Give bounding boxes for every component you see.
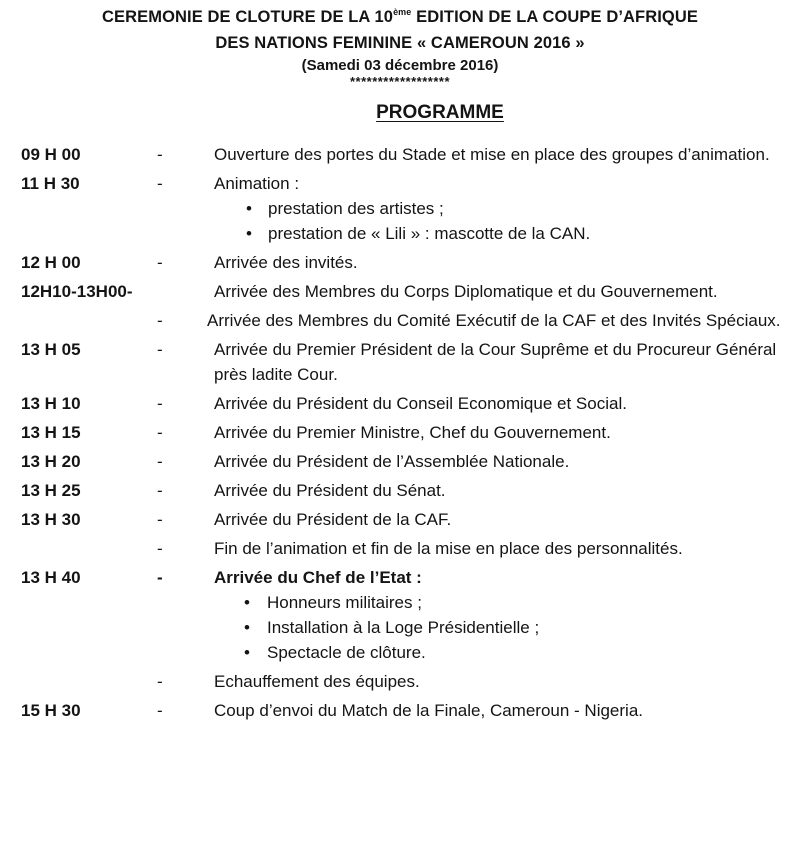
schedule-description: Ouverture des portes du Stade et mise en place des groupes d’animation. [214, 145, 770, 164]
schedule-description-text: Animation : [214, 174, 300, 193]
title-ordinal-superscript: ème [393, 7, 412, 17]
title-line-2: DES NATIONS FEMININE « CAMEROUN 2016 » [215, 34, 585, 52]
schedule-time: 12H10-13H00- [21, 282, 133, 301]
schedule-time: 13 H 10 [21, 394, 81, 413]
schedule-row [0, 308, 800, 337]
schedule-row [0, 507, 800, 536]
bullet-item: • Honneurs militaires ; [214, 590, 789, 615]
schedule-row [0, 420, 800, 449]
bullet-item: • Spectacle de clôture. [214, 640, 789, 665]
schedule-row [0, 391, 800, 420]
schedule-description: Arrivée du Président de la CAF. [214, 510, 452, 529]
schedule-description: Arrivée du Président du Sénat. [214, 481, 446, 500]
schedule-list [0, 142, 800, 727]
schedule-row [0, 478, 800, 507]
schedule-dash: - [157, 481, 163, 500]
schedule-row [0, 250, 800, 279]
schedule-row [0, 337, 800, 391]
schedule-row [0, 698, 800, 727]
schedule-row [0, 449, 800, 478]
schedule-row [0, 565, 800, 669]
programme-heading-text: PROGRAMME [376, 102, 504, 123]
schedule-dash: - [157, 311, 163, 330]
schedule-dash: - [157, 701, 163, 720]
schedule-dash: - [157, 340, 163, 359]
schedule-dash: - [157, 145, 163, 164]
schedule-row [0, 171, 800, 250]
schedule-description: Arrivée du Président de l’Assemblée Nationale. [214, 452, 570, 471]
schedule-dash: - [157, 672, 163, 691]
schedule-description: Echauffement des équipes. [214, 672, 420, 691]
schedule-description: Arrivée des invités. [214, 253, 358, 272]
schedule-dash: - [157, 174, 163, 193]
schedule-time: 13 H 40 [21, 568, 81, 587]
schedule-description: Arrivée des Membres du Corps Diplomatique et du Gouvernement. [214, 282, 718, 301]
schedule-time: 15 H 30 [21, 701, 81, 720]
schedule-time: 11 H 30 [21, 174, 80, 193]
schedule-description: Arrivée du Premier Président de la Cour Suprême et du Procureur Général près ladite Cour. [214, 340, 777, 384]
schedule-time: 13 H 30 [21, 510, 81, 529]
schedule-row [0, 536, 800, 565]
schedule-dash: - [157, 452, 163, 471]
title-line-1-end: EDITION DE LA COUPE D’AFRIQUE [411, 8, 698, 26]
schedule-time: 13 H 15 [21, 423, 81, 442]
schedule-dash: - [157, 539, 163, 558]
schedule-description: Fin de l’animation et fin de la mise en place des personnalités. [214, 539, 683, 558]
schedule-description: Coup d’envoi du Match de la Finale, Cameroun - Nigeria. [214, 701, 644, 720]
stars-separator: ****************** [349, 74, 451, 89]
schedule-description: Arrivée du Président du Conseil Economique et Social. [214, 394, 627, 413]
schedule-description [214, 171, 789, 250]
document-header [0, 4, 800, 88]
schedule-dash: - [157, 423, 163, 442]
bullet-item: • prestation de « Lili » : mascotte de la CAN. [214, 221, 789, 246]
schedule-time: 13 H 05 [21, 340, 81, 359]
programme-heading [0, 101, 800, 125]
schedule-description: Arrivée des Membres du Comité Exécutif de la CAF et des Invités Spéciaux. [207, 311, 781, 330]
schedule-description [214, 565, 789, 669]
schedule-time: 13 H 25 [21, 481, 81, 500]
schedule-time: 13 H 20 [21, 452, 81, 471]
schedule-dash: - [157, 394, 163, 413]
schedule-dash: - [157, 568, 163, 587]
schedule-row [0, 142, 800, 171]
schedule-time: 12 H 00 [21, 253, 81, 272]
schedule-description: Arrivée du Premier Ministre, Chef du Gouvernement. [214, 423, 611, 442]
schedule-description-text: Arrivée du Chef de l’Etat : [214, 568, 422, 587]
schedule-time: 09 H 00 [21, 145, 81, 164]
schedule-row [0, 279, 800, 308]
schedule-dash: - [157, 510, 163, 529]
event-date: (Samedi 03 décembre 2016) [301, 57, 499, 74]
bullet-list [214, 590, 789, 665]
schedule-dash: - [157, 253, 163, 272]
bullet-list [214, 196, 789, 246]
bullet-item: • prestation des artistes ; [214, 196, 789, 221]
title-line-1-start: CEREMONIE DE CLOTURE DE LA 10 [102, 8, 394, 26]
title-line-1 [0, 4, 800, 30]
bullet-item: • Installation à la Loge Présidentielle ; [214, 615, 789, 640]
schedule-row [0, 669, 800, 698]
